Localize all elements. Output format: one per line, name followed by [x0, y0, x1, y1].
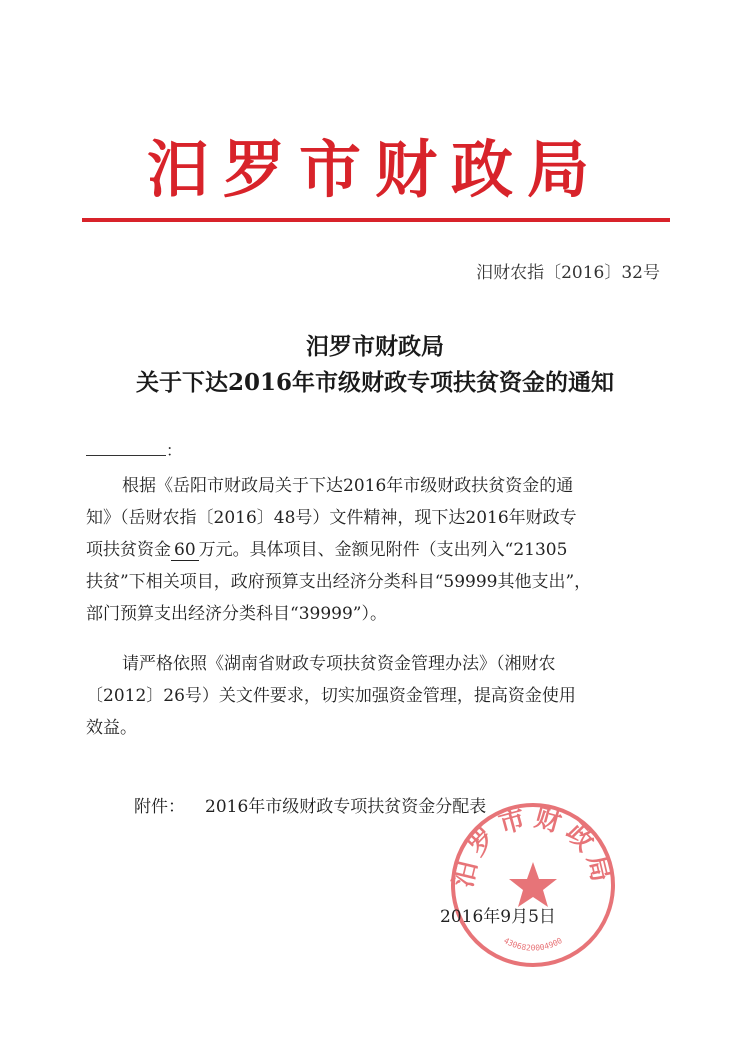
document-date: 2016年9月5日: [440, 907, 556, 927]
body-p1-line-3b: 万元。具体项目、金额见附件（支出列入“21305: [198, 540, 568, 560]
attachment-line: [134, 792, 486, 817]
recipient-line: [86, 438, 182, 461]
body-p2-line-3: 效益。: [86, 718, 137, 738]
body-p1-line-3: [86, 534, 664, 566]
seal-text: 汨罗市财政局: [448, 802, 618, 891]
seal-code: 4306820004900: [502, 936, 564, 953]
body-paragraph-1: [86, 470, 664, 630]
body-p1-line-5: 部门预算支出经济分类科目“39999”）。: [86, 604, 387, 624]
document-number: 汨财农指〔2016〕32号: [476, 263, 660, 283]
body-p1-line-1: 根据《岳阳市财政局关于下达2016年市级财政扶贫资金的通: [122, 476, 574, 496]
body-p1-line-3a: 项扶贫资金: [86, 540, 171, 560]
amount-value: 60: [171, 540, 199, 561]
attachment-text: 2016年市级财政专项扶贫资金分配表: [205, 797, 487, 817]
recipient-blank: [86, 441, 166, 456]
recipient-colon: ：: [166, 441, 183, 460]
header-org-name: 汨罗市财政局: [146, 133, 603, 206]
body-paragraph-2: [86, 648, 664, 744]
document-title-line-1: 汨罗市财政局: [306, 333, 444, 360]
seal-star-icon: [509, 862, 557, 907]
document-title-line-2: 关于下达2016年市级财政专项扶贫资金的通知: [135, 369, 614, 396]
official-seal: [448, 800, 618, 970]
body-p2-line-2: 〔2012〕26号）关文件要求，切实加强资金管理，提高资金使用: [86, 686, 576, 706]
attachment-label: 附件：: [134, 797, 185, 817]
body-p1-line-2: 知》（岳财农指〔2016〕48号）文件精神，现下达2016年财政专: [86, 508, 577, 528]
body-p1-line-4: 扶贫”下相关项目，政府预算支出经济分类科目“59999其他支出”，: [86, 572, 592, 592]
header-red-rule: [82, 218, 670, 222]
body-p2-line-1: 请严格依照《湖南省财政专项扶贫资金管理办法》（湘财农: [122, 654, 556, 674]
